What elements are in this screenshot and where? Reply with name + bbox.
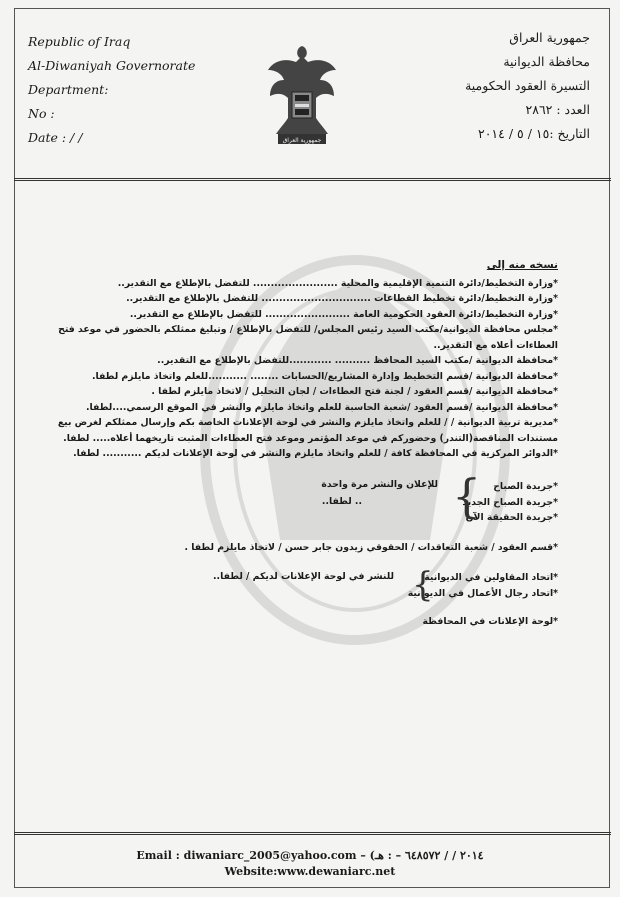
board-line: *لوحة الإعلانات في المحافظة: [422, 616, 558, 627]
header-right: [465, 26, 590, 146]
list-line: *مديرية تربية الديوانية / / للعلم واتخاذ مايلزم والنشر في لوحة الإعلانات الخاصة بكم وإرسال ممثلكم لغرض بيع: [57, 417, 558, 428]
list-line: *وزارة التخطيط/دائرة تخطيط القطاعات ............................... للتفضل بالإطلاع مع التقدير..: [126, 293, 558, 304]
list-line: *محافظة الديوانية /قسم العقود /شعبة الحاسبة للعلم واتخاذ مايلزم والنشر في الموقع الرسمي....لطفا.: [86, 401, 558, 413]
distribution-list: [58, 258, 558, 462]
list-line: *وزارة التخطيط/دائرة العقود الحكومية العامة ........................ للتفضل بالإطلاع مع التقدير..: [129, 308, 558, 320]
newspapers-note: للإعلان والنشر مرة واحدة: [321, 479, 438, 490]
newspaper-item: *جريدة الصباح: [493, 481, 558, 492]
newspapers-brace: {: [452, 469, 482, 523]
unions-brace: {: [412, 565, 434, 605]
department-en: Department:: [28, 82, 109, 97]
union-item: *اتحاد رجال الأعمال في الديوانية: [407, 587, 558, 599]
header-left: [28, 30, 195, 150]
union-item: *اتحاد المقاولين في الديوانية: [424, 572, 558, 583]
unions-note: للنشر في لوحة الإعلانات لديكم / لطفا..: [213, 571, 394, 582]
number-ar: العدد : ٢٨٦٢: [525, 102, 590, 117]
list-line: *محافظة الديوانية /مكتب السيد المحافظ .......... ............للتفضل بالإطلاع مع التقدير..: [157, 355, 558, 366]
list-line: *مجلس محافظة الديوانية/مكتب السيد رئيس المجلس/ للتفضل بالإطلاع / وتبليغ ممثلكم بالحضور في موعد فتح: [58, 324, 558, 335]
list-line: *وزارة التخطيط/دائرة التنمية الإقليمية والمحلية ........................ للتفضل بالإطلاع مع التقدير..: [117, 277, 558, 289]
governorate-ar: محافظة الديوانية: [503, 54, 590, 69]
header-divider: [14, 178, 611, 181]
list-line: مستندات المناقصة(التندر) وحضوركم في موعد المؤتمر وموعد فتح العطاءات المثبت تاريخهما أعلاه..... لطفا.: [63, 432, 558, 444]
country-ar: جمهورية العراق: [509, 30, 590, 45]
number-en: No :: [28, 106, 55, 121]
date-en: Date : / /: [28, 130, 83, 145]
newspaper-item: *جريدة الصباح الجديد: [462, 496, 558, 508]
list-line: *محافظة الديوانية /قسم التخطيط وإدارة المشاريع/الحسابات ........ ...........للعلم واتخاذ مايلزم لطفا.: [91, 370, 558, 382]
footer-email: Email : diwaniarc_2005@yahoo.com – (٢٠١٤ / / ٦٤٨٥٧٢ – : هـ: [136, 849, 484, 862]
country-en: Republic of Iraq: [28, 34, 131, 49]
newspapers-note-2: .. لطفا..: [321, 496, 362, 507]
list-line: *محافظة الديوانية /قسم العقود / لجنة فتح العطاءات / لجان التحليل / لاتخاذ مايلزم لطفا .: [151, 386, 558, 397]
list-line: *الدوائر المركزية في المحافظة كافة / للعلم واتخاذ مايلزم والنشر في لوحة الإعلانات لديكم ........... لطفا.: [73, 448, 558, 459]
date-ar: التاريخ :١٥ / ٥ / ٢٠١٤: [478, 126, 590, 141]
list-line: العطاءات أعلاه مع التقدير..: [433, 339, 558, 351]
copy-to-title: نسخه منه إلى: [486, 259, 558, 271]
footer-divider: [14, 832, 611, 835]
iraq-eagle-emblem-icon: [266, 40, 338, 150]
department-ar: التسيرة العقود الحكومية: [465, 78, 590, 93]
footer-website: Website:www.dewaniarc.net: [224, 865, 396, 878]
contracts-line: *قسم العقود / شعبة التعاقدات / الحقوقي زيدون جابر حسن / لاتخاذ مايلزم لطفا .: [184, 542, 558, 553]
governorate-en: Al-Diwaniyah Governorate: [28, 58, 196, 73]
newspaper-item: *جريدة الحقيقة الآن: [465, 512, 558, 523]
emblem-caption: جمهورية العراق: [282, 137, 322, 144]
footer: [0, 848, 620, 880]
